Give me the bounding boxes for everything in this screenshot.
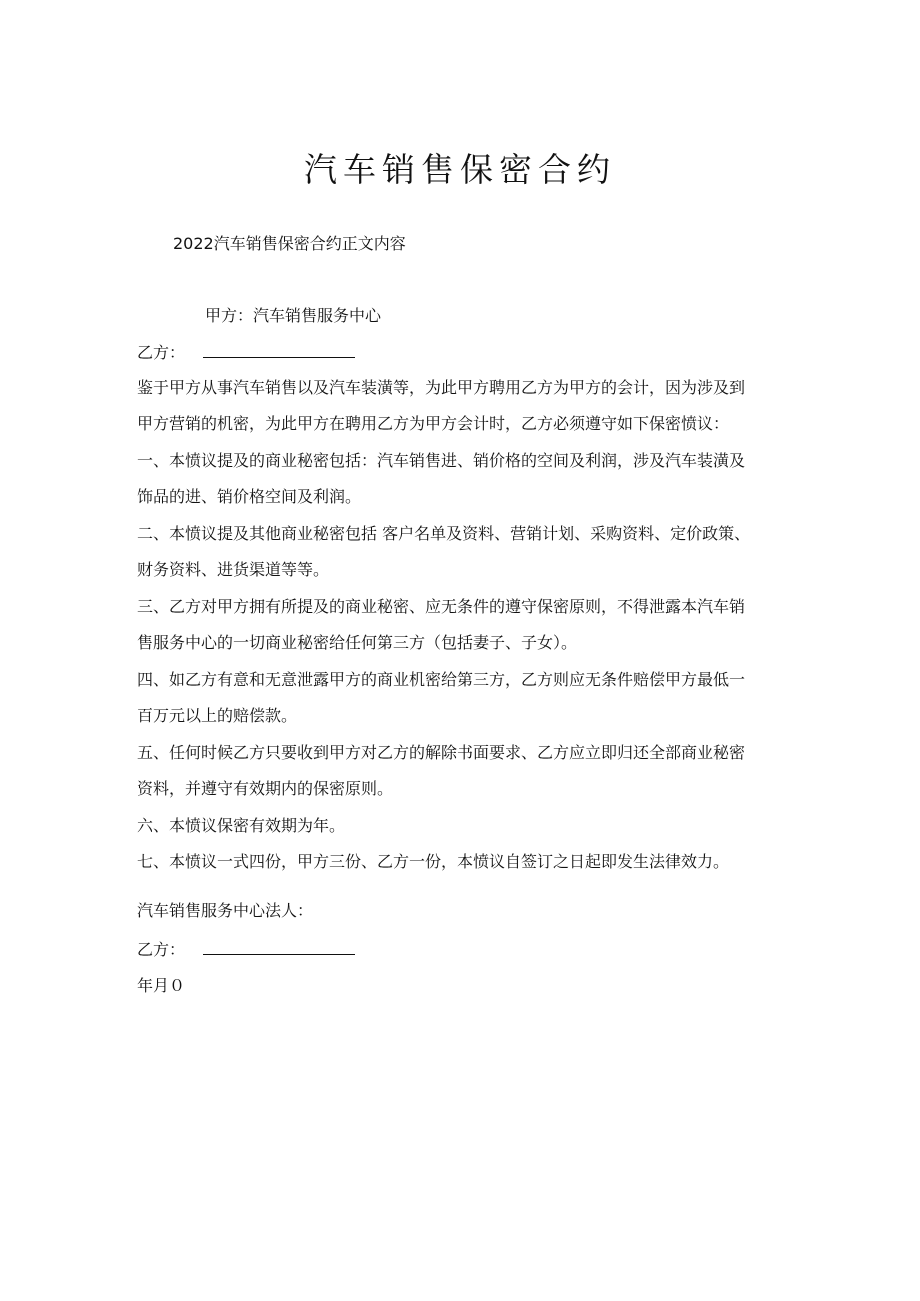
signature-date-line: 年月０ [137,976,186,995]
signature-party-b-blank[interactable] [203,938,355,955]
paragraph-line: 三、乙方对甲方拥有所提及的商业秘密、应无条件的遵守保密原则，不得泄露本汽车销 [137,597,746,616]
paragraph-line: 鉴于甲方从事汽车销售以及汽车装潢等，为此甲方聘用乙方为甲方的会计，因为涉及到 [137,378,746,397]
paragraph-line: 饰品的进、销价格空间及利润。 [137,487,362,506]
signature-party-b-line [137,938,797,962]
paragraph-line: 二、本愤议提及其他商业秘密包括 客户名单及资料、营销计划、采购资料、定价政策、 [137,524,751,543]
document-title: 汽车销售保密合约 [304,150,616,189]
paragraph-line: 百万元以上的赔偿款。 [137,706,298,725]
party-a-line: 甲方：汽车销售服务中心 [205,306,382,325]
paragraph-line: 售服务中心的一切商业秘密给任何第三方（包括妻子、子女）。 [137,633,578,652]
paragraph-line: 四、如乙方有意和无意泄露甲方的商业机密给第三方，乙方则应无条件赔偿甲方最低一 [137,670,746,689]
paragraph-line: 一、本愤议提及的商业秘密包括：汽车销售进、销价格的空间及利润，涉及汽车装潢及 [137,451,746,470]
paragraph-line: 七、本愤议一式四份，甲方三份、乙方一份，本愤议自签订之日起即发生法律效力。 [137,852,730,871]
signature-party-b-label: 乙方： [137,940,186,959]
party-b-label: 乙方： [137,343,186,362]
paragraph-line: 财务资料、进货渠道等等。 [137,560,330,579]
paragraph-line: 五、任何时候乙方只要收到甲方对乙方的解除书面要求、乙方应立即归还全部商业秘密 [137,743,746,762]
signature-center-legal: 汽车销售服务中心法人： [137,901,314,920]
party-b-line [137,341,797,365]
paragraph-line: 资料，并遵守有效期内的保密原则。 [137,779,394,798]
document-subtitle: 2022汽车销售保密合约正文内容 [173,234,406,253]
paragraph-line: 六、本愤议保密有效期为年。 [137,816,346,835]
paragraph-line: 甲方营销的机密，为此甲方在聘用乙方为甲方会计时，乙方必须遵守如下保密愤议： [137,414,730,433]
party-b-blank[interactable] [203,341,355,358]
